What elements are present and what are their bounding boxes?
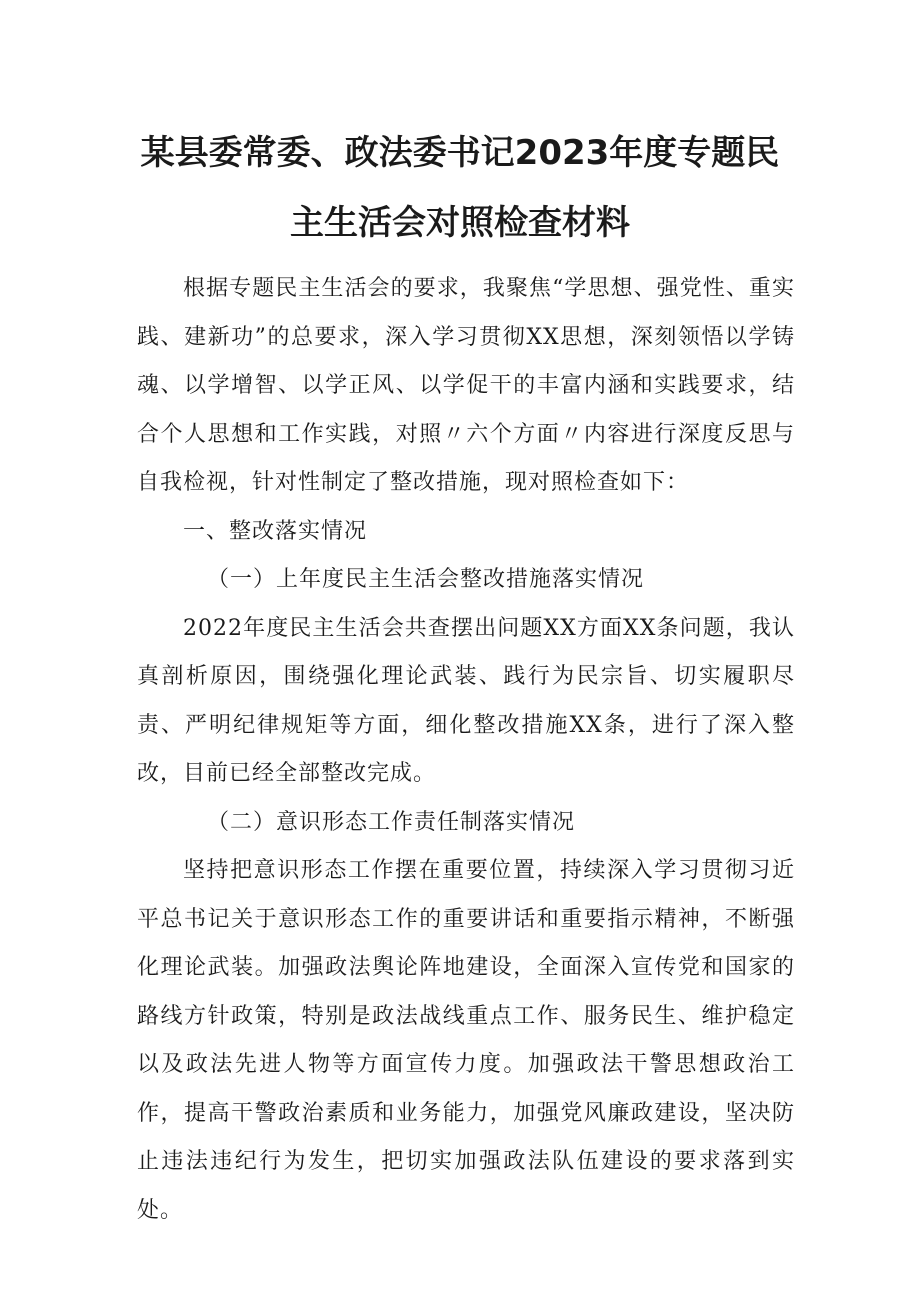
section-heading-1: 一、整改落实情况 (183, 518, 368, 544)
intro-paragraph: 根据专题民主生活会的要求，我聚焦“学思想、强党性、重实践、建新功”的总要求，深入学习贯彻XX思想，深刻领悟以学铸魂、以学增智、以学正风、以学促干的丰富内涵和实践要求，结合个人思想和工作实践，对照〃六个方面〃内容进行深度反思与自我检视，针对性制定了整改措施，现对照检查如下： (137, 276, 795, 495)
document-title-line-2: 主生活会对照检查材料 (290, 203, 630, 243)
document-title-line-1: 某县委常委、政法委书记2023年度专题民 (140, 133, 780, 173)
subsection-heading-2: （二）意识形态工作责任制落实情况 (207, 809, 576, 835)
document-body (137, 265, 795, 1235)
subsection-2-paragraph: 坚持把意识形态工作摆在重要位置，持续深入学习贯彻习近平总书记关于意识形态工作的重要讲话和重要指示精神，不断强化理论武装。加强政法舆论阵地建设，全面深入宣传党和国家的路线方针政策，特别是政法战线重点工作、服务民生、维护稳定以及政法先进人物等方面宣传力度。加强政法干警思想政治工作，提高干警政治素质和业务能力，加强党风廉政建设，坚决防止违法违纪行为发生，把切实加强政法队伍建设的要求落到实处。 (137, 858, 795, 1223)
subsection-heading-1: （一）上年度民主生活会整改措施落实情况 (207, 567, 645, 592)
subsection-1-paragraph: 2022年度民主生活会共查摆出问题XX方面XX条问题，我认真剖析原因，围绕强化理论武装、践行为民宗旨、切实履职尽责、严明纪律规矩等方面，细化整改措施XX条，进行了深入整改，目前已经全部整改完成。 (137, 615, 795, 786)
